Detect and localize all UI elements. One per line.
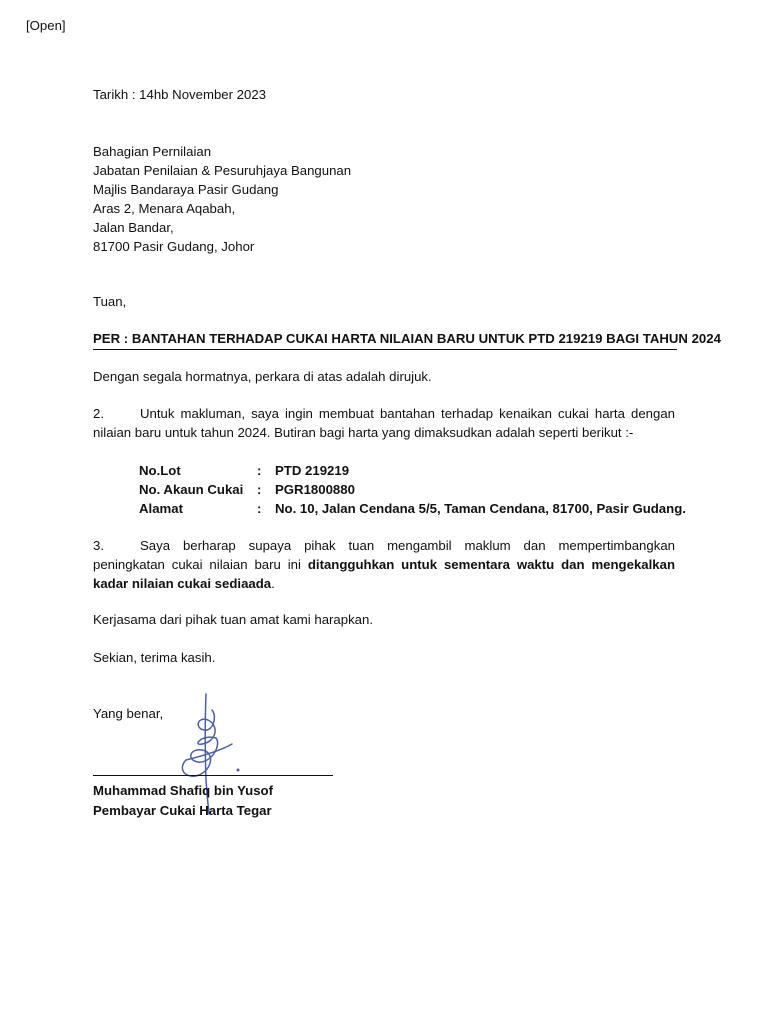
detail-separator: : — [257, 500, 262, 516]
detail-row-lot — [139, 462, 686, 481]
detail-label: No. Akaun Cukai — [139, 481, 244, 497]
recipient-line: 81700 Pasir Gudang, Johor — [93, 238, 255, 254]
paragraph-number: 3. — [93, 538, 104, 553]
thanks-line: Sekian, terima kasih. — [93, 650, 216, 665]
detail-value: PTD 219219 — [275, 463, 350, 478]
recipient-line: Jabatan Penilaian & Pesuruhjaya Bangunan — [93, 162, 352, 178]
closing-line: Yang benar, — [93, 706, 164, 721]
detail-separator: : — [257, 481, 262, 497]
classification-label: [Open] — [26, 18, 66, 33]
recipient-line: Aras 2, Menara Aqabah, — [93, 200, 236, 216]
detail-separator: : — [257, 463, 262, 478]
paragraph-2 — [93, 405, 675, 443]
signature-line — [93, 775, 333, 776]
cooperation-line: Kerjasama dari pihak tuan amat kami harapkan. — [93, 612, 374, 627]
detail-value: No. 10, Jalan Cendana 5/5, Taman Cendana, 81700, Pasir Gudang. — [275, 500, 686, 516]
paragraph-3 — [93, 537, 675, 593]
detail-value: PGR1800880 — [275, 481, 355, 497]
subject-line: PER : BANTAHAN TERHADAP CUKAI HARTA NILAIAN BARU UNTUK PTD 219219 BAGI TAHUN 2024 — [93, 331, 677, 350]
paragraph-3-end: . — [271, 575, 275, 591]
opening-paragraph: Dengan segala hormatnya, perkara di atas adalah dirujuk. — [93, 369, 432, 384]
recipient-line: Jalan Bandar, — [93, 219, 174, 235]
recipient-line: Bahagian Pernilaian — [93, 144, 212, 159]
property-details — [139, 462, 686, 519]
detail-row-account — [139, 481, 686, 500]
paragraph-3-emphasis: ditangguhkan untuk sementara waktu dan mengekalkan kadar nilaian cukai sediaada — [93, 556, 676, 591]
paragraph-3-text: Saya berharap supaya pihak tuan mengambil maklum dan mempertimbangkan peningkatan cukai nilaian baru ini — [93, 538, 675, 572]
detail-label: Alamat — [139, 500, 183, 516]
paragraph-2-text: Untuk makluman, saya ingin membuat bantahan terhadap kenaikan cukai harta dengan nilaian baru untuk tahun 2024. Butiran bagi harta yang dimaksudkan adalah seperti berikut :- — [93, 406, 675, 440]
paragraph-number: 2. — [93, 406, 104, 421]
signer-name: Muhammad Shafiq bin Yusof — [93, 783, 274, 798]
signer-block — [93, 781, 273, 821]
letter-date: Tarikh : 14hb November 2023 — [93, 87, 267, 102]
salutation: Tuan, — [93, 294, 127, 309]
recipient-line: Majlis Bandaraya Pasir Gudang — [93, 181, 279, 197]
detail-label: No.Lot — [139, 463, 181, 478]
detail-row-address — [139, 500, 686, 519]
recipient-address — [93, 143, 351, 256]
signer-title: Pembayar Cukai Harta Tegar — [93, 803, 272, 818]
